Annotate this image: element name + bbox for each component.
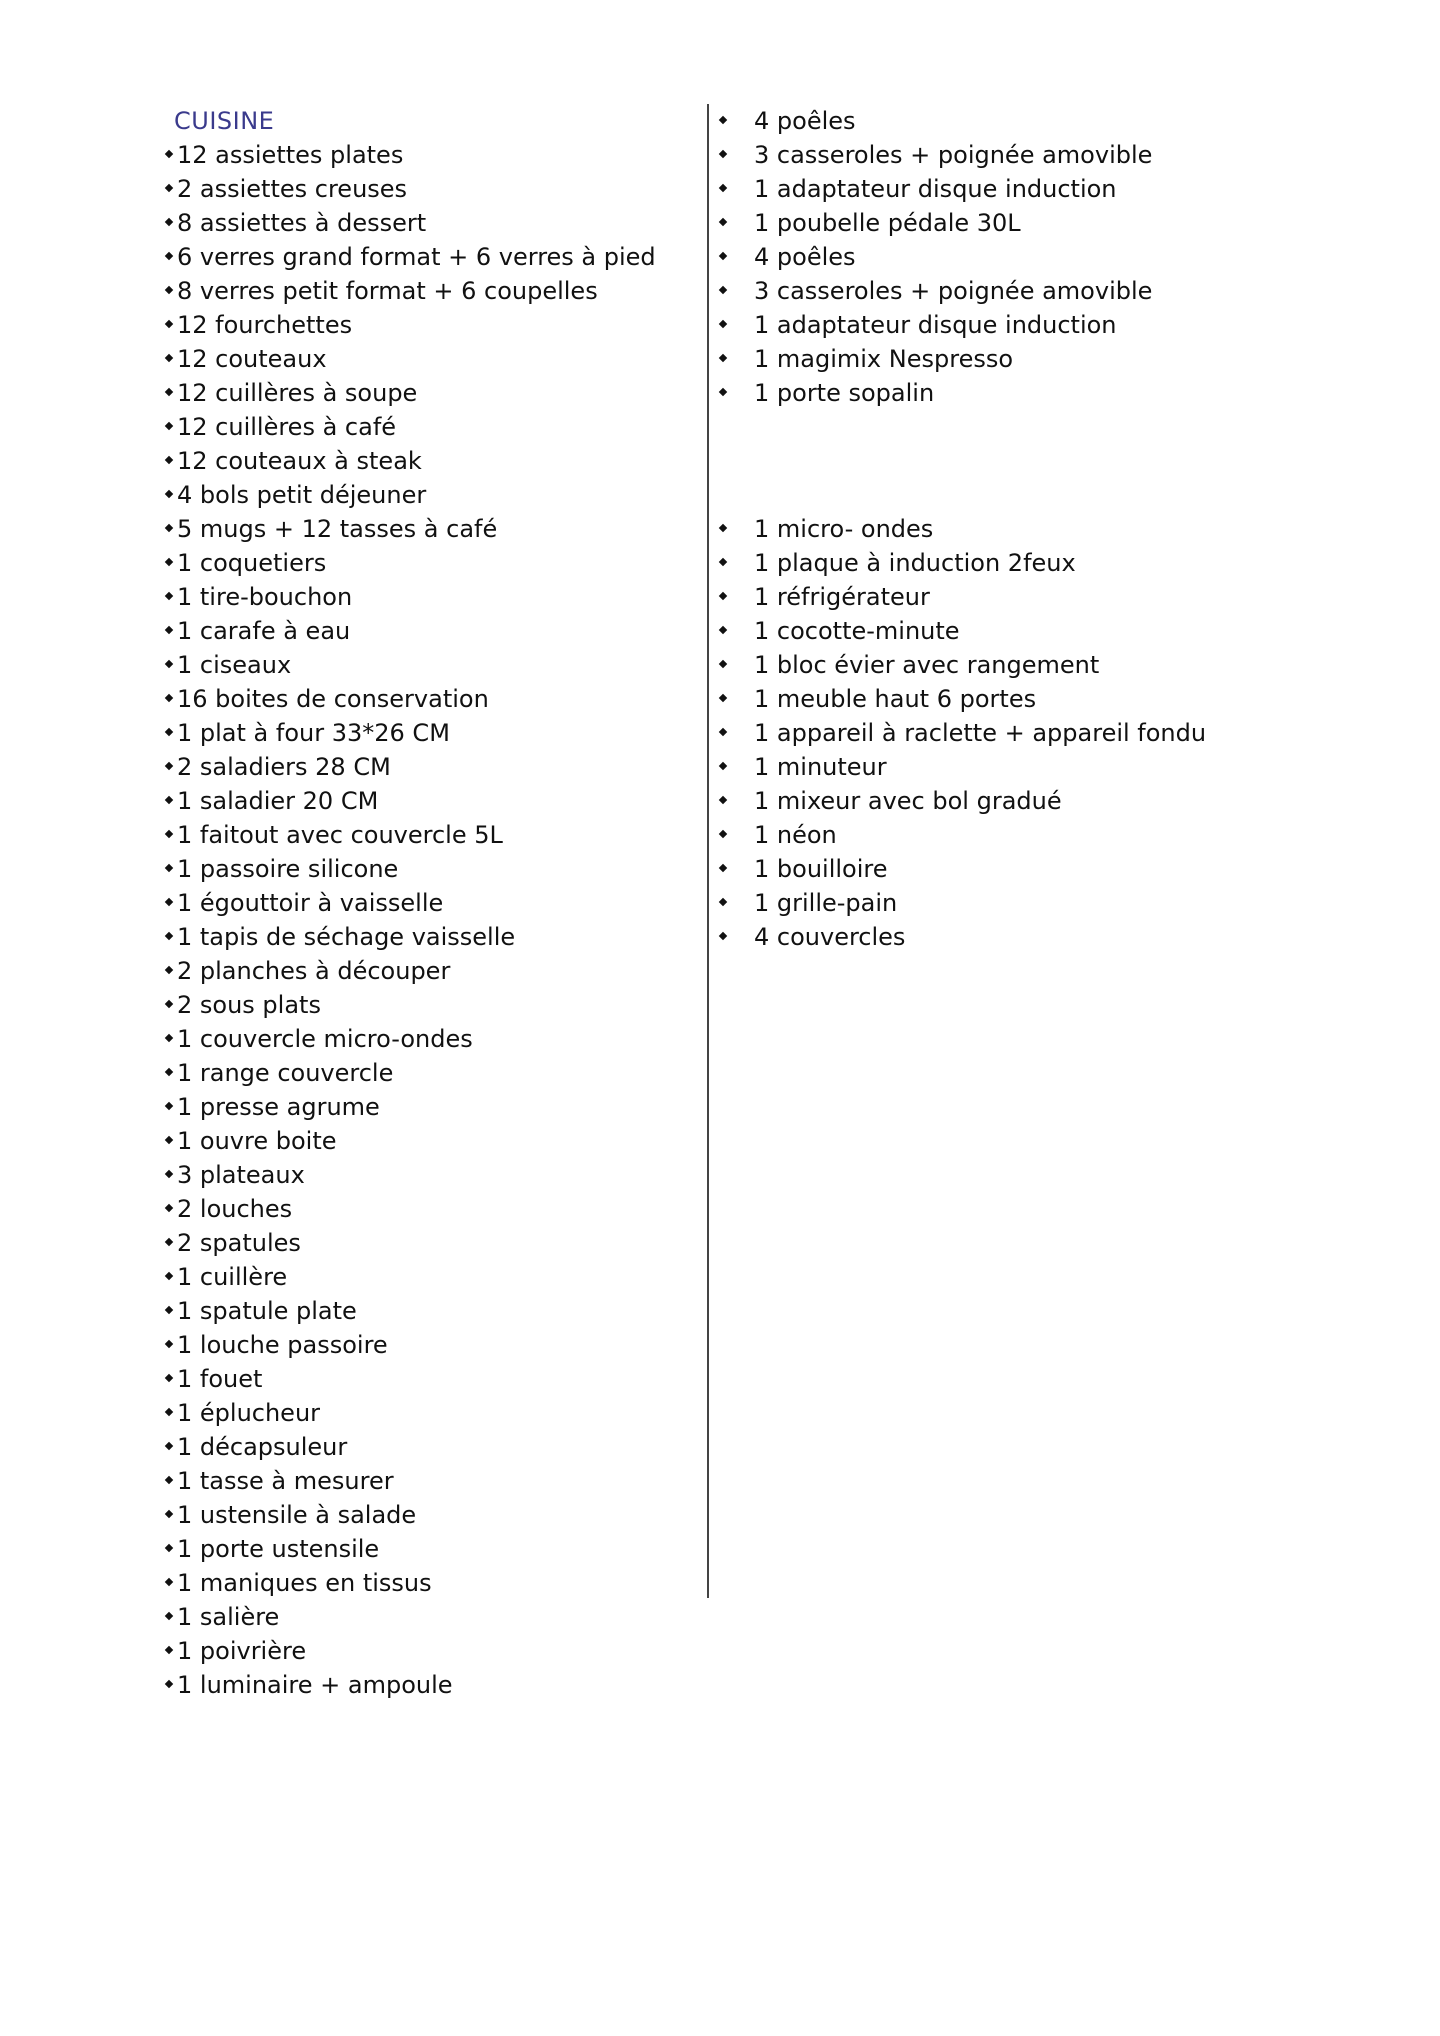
diamond-bullet-icon	[719, 320, 727, 328]
column-divider	[707, 104, 709, 1598]
diamond-bullet-icon	[719, 660, 727, 668]
diamond-bullet-icon	[165, 660, 173, 668]
diamond-bullet-icon	[165, 762, 173, 770]
list-item	[166, 1090, 686, 1124]
list-item	[166, 478, 686, 512]
list-item	[166, 1600, 686, 1634]
list-item	[166, 1532, 686, 1566]
diamond-bullet-icon	[165, 1068, 173, 1076]
list-item-label: 12 cuillères à soupe	[177, 379, 418, 407]
left-item-list	[166, 138, 686, 1702]
list-item	[716, 750, 1406, 784]
list-item	[166, 546, 686, 580]
list-item	[166, 580, 686, 614]
list-item-label: 4 poêles	[754, 107, 856, 135]
list-item-label: 1 ciseaux	[177, 651, 292, 679]
list-item	[166, 1192, 686, 1226]
list-item-label: 1 magimix Nespresso	[754, 345, 1014, 373]
list-item-label: 3 plateaux	[177, 1161, 305, 1189]
diamond-bullet-icon	[165, 354, 173, 362]
list-item	[716, 206, 1406, 240]
list-item	[166, 1464, 686, 1498]
list-item-label: 12 couteaux	[177, 345, 327, 373]
list-item	[166, 410, 686, 444]
list-item	[166, 954, 686, 988]
list-item-label: 1 égouttoir à vaisselle	[177, 889, 444, 917]
list-item-label: 1 décapsuleur	[177, 1433, 348, 1461]
diamond-bullet-icon	[719, 694, 727, 702]
list-item-label: 1 adaptateur disque induction	[754, 175, 1117, 203]
list-item-label: 1 maniques en tissus	[177, 1569, 432, 1597]
list-item	[716, 376, 1406, 410]
list-item-label: 8 assiettes à dessert	[177, 209, 427, 237]
list-item-label: 1 cuillère	[177, 1263, 288, 1291]
list-item-label: 16 boites de conservation	[177, 685, 489, 713]
list-item	[166, 1260, 686, 1294]
list-item-label: 2 saladiers 28 CM	[177, 753, 391, 781]
diamond-bullet-icon	[165, 1204, 173, 1212]
list-item-label: 1 mixeur avec bol gradué	[754, 787, 1062, 815]
diamond-bullet-icon	[165, 1544, 173, 1552]
diamond-bullet-icon	[719, 626, 727, 634]
diamond-bullet-icon	[165, 830, 173, 838]
list-item-label: 1 plat à four 33*26 CM	[177, 719, 450, 747]
list-item	[166, 376, 686, 410]
list-item	[716, 580, 1406, 614]
diamond-bullet-icon	[165, 320, 173, 328]
list-item-label: 1 carafe à eau	[177, 617, 351, 645]
list-item	[716, 274, 1406, 308]
list-item	[716, 240, 1406, 274]
diamond-bullet-icon	[719, 388, 727, 396]
diamond-bullet-icon	[719, 830, 727, 838]
diamond-bullet-icon	[165, 1306, 173, 1314]
list-item-label: 1 ouvre boite	[177, 1127, 337, 1155]
list-item	[166, 1498, 686, 1532]
list-item	[166, 444, 686, 478]
right-item-list-appliances-a	[716, 104, 1406, 410]
diamond-bullet-icon	[719, 796, 727, 804]
diamond-bullet-icon	[719, 864, 727, 872]
list-item	[166, 1294, 686, 1328]
list-item	[166, 1668, 686, 1702]
list-item-label: 1 spatule plate	[177, 1297, 357, 1325]
list-item	[716, 716, 1406, 750]
list-item	[166, 1158, 686, 1192]
list-item-label: 12 assiettes plates	[177, 141, 404, 169]
list-item	[166, 920, 686, 954]
diamond-bullet-icon	[165, 1408, 173, 1416]
list-item-label: 3 casseroles + poignée amovible	[754, 277, 1153, 305]
diamond-bullet-icon	[719, 762, 727, 770]
list-item-label: 8 verres petit format + 6 coupelles	[177, 277, 598, 305]
diamond-bullet-icon	[165, 728, 173, 736]
list-item-label: 1 bloc évier avec rangement	[754, 651, 1100, 679]
list-item-label: 1 porte ustensile	[177, 1535, 380, 1563]
list-item	[716, 886, 1406, 920]
diamond-bullet-icon	[165, 252, 173, 260]
list-item	[166, 716, 686, 750]
diamond-bullet-icon	[719, 728, 727, 736]
list-item-label: 12 cuillères à café	[177, 413, 397, 441]
list-item	[166, 1328, 686, 1362]
list-item-label: 1 réfrigérateur	[754, 583, 930, 611]
list-item	[716, 512, 1406, 546]
list-item	[716, 342, 1406, 376]
list-item-label: 2 louches	[177, 1195, 293, 1223]
list-item-label: 1 éplucheur	[177, 1399, 321, 1427]
list-item-label: 1 ustensile à salade	[177, 1501, 417, 1529]
list-item-label: 1 louche passoire	[177, 1331, 388, 1359]
diamond-bullet-icon	[719, 354, 727, 362]
list-item	[166, 172, 686, 206]
list-item-label: 1 fouet	[177, 1365, 263, 1393]
list-item-label: 1 presse agrume	[177, 1093, 380, 1121]
list-item	[166, 138, 686, 172]
diamond-bullet-icon	[165, 1646, 173, 1654]
diamond-bullet-icon	[719, 592, 727, 600]
list-item-label: 1 tire-bouchon	[177, 583, 353, 611]
list-item	[166, 1566, 686, 1600]
diamond-bullet-icon	[719, 184, 727, 192]
diamond-bullet-icon	[719, 252, 727, 260]
diamond-bullet-icon	[165, 490, 173, 498]
list-item	[166, 512, 686, 546]
list-item	[166, 240, 686, 274]
list-item-label: 4 couvercles	[754, 923, 906, 951]
list-item	[716, 784, 1406, 818]
diamond-bullet-icon	[165, 1680, 173, 1688]
list-item	[166, 1226, 686, 1260]
list-item	[166, 1124, 686, 1158]
diamond-bullet-icon	[165, 218, 173, 226]
diamond-bullet-icon	[719, 932, 727, 940]
list-item-label: 1 coquetiers	[177, 549, 327, 577]
list-item-label: 1 couvercle micro-ondes	[177, 1025, 473, 1053]
list-item	[166, 614, 686, 648]
diamond-bullet-icon	[165, 1476, 173, 1484]
list-item-label: 12 couteaux à steak	[177, 447, 422, 475]
list-item-label: 1 plaque à induction 2feux	[754, 549, 1076, 577]
list-item-label: 1 salière	[177, 1603, 280, 1631]
list-item	[716, 614, 1406, 648]
diamond-bullet-icon	[165, 1340, 173, 1348]
list-item	[166, 852, 686, 886]
list-item	[166, 784, 686, 818]
diamond-bullet-icon	[719, 898, 727, 906]
diamond-bullet-icon	[165, 1612, 173, 1620]
list-item-label: 5 mugs + 12 tasses à café	[177, 515, 498, 543]
list-item	[166, 1056, 686, 1090]
list-item-label: 1 néon	[754, 821, 837, 849]
list-item	[166, 1634, 686, 1668]
list-item-label: 4 bols petit déjeuner	[177, 481, 427, 509]
list-item-label: 1 range couvercle	[177, 1059, 394, 1087]
list-item	[166, 1022, 686, 1056]
list-item	[716, 818, 1406, 852]
list-item	[716, 172, 1406, 206]
diamond-bullet-icon	[165, 1510, 173, 1518]
list-item	[716, 308, 1406, 342]
list-item	[166, 988, 686, 1022]
list-item-label: 1 tapis de séchage vaisselle	[177, 923, 516, 951]
list-item	[716, 852, 1406, 886]
list-item	[166, 886, 686, 920]
list-item-label: 1 grille-pain	[754, 889, 898, 917]
list-item	[716, 546, 1406, 580]
diamond-bullet-icon	[165, 286, 173, 294]
diamond-bullet-icon	[165, 524, 173, 532]
diamond-bullet-icon	[165, 1102, 173, 1110]
diamond-bullet-icon	[719, 218, 727, 226]
diamond-bullet-icon	[165, 626, 173, 634]
list-item	[166, 818, 686, 852]
list-item-label: 1 tasse à mesurer	[177, 1467, 394, 1495]
list-item-label: 1 poivrière	[177, 1637, 307, 1665]
diamond-bullet-icon	[165, 456, 173, 464]
list-item-label: 2 spatules	[177, 1229, 301, 1257]
list-item	[716, 138, 1406, 172]
list-item-label: 1 adaptateur disque induction	[754, 311, 1117, 339]
list-item-label: 2 assiettes creuses	[177, 175, 408, 203]
list-item-label: 1 micro- ondes	[754, 515, 934, 543]
diamond-bullet-icon	[165, 1034, 173, 1042]
diamond-bullet-icon	[165, 898, 173, 906]
diamond-bullet-icon	[165, 150, 173, 158]
list-item-label: 1 faitout avec couvercle 5L	[177, 821, 503, 849]
list-item-label: 1 meuble haut 6 portes	[754, 685, 1037, 713]
diamond-bullet-icon	[719, 558, 727, 566]
list-item-label: 1 luminaire + ampoule	[177, 1671, 453, 1699]
list-item-label: 1 saladier 20 CM	[177, 787, 379, 815]
list-item-label: 6 verres grand format + 6 verres à pied	[177, 243, 656, 271]
diamond-bullet-icon	[165, 796, 173, 804]
list-item	[166, 342, 686, 376]
diamond-bullet-icon	[165, 1238, 173, 1246]
diamond-bullet-icon	[165, 422, 173, 430]
diamond-bullet-icon	[165, 1374, 173, 1382]
list-item-label: 1 appareil à raclette + appareil fondu	[754, 719, 1207, 747]
list-item	[166, 648, 686, 682]
list-item-label: 1 minuteur	[754, 753, 887, 781]
diamond-bullet-icon	[165, 1272, 173, 1280]
diamond-bullet-icon	[165, 558, 173, 566]
list-item-label: 2 planches à découper	[177, 957, 451, 985]
list-item-label: 1 bouilloire	[754, 855, 888, 883]
list-item	[166, 308, 686, 342]
list-item	[166, 1430, 686, 1464]
diamond-bullet-icon	[165, 388, 173, 396]
diamond-bullet-icon	[165, 1170, 173, 1178]
diamond-bullet-icon	[165, 864, 173, 872]
diamond-bullet-icon	[165, 1136, 173, 1144]
diamond-bullet-icon	[165, 966, 173, 974]
list-item-label: 1 passoire silicone	[177, 855, 399, 883]
section-heading: CUISINE	[174, 107, 275, 135]
list-item	[166, 1396, 686, 1430]
diamond-bullet-icon	[165, 592, 173, 600]
list-item	[166, 1362, 686, 1396]
diamond-bullet-icon	[165, 1442, 173, 1450]
right-item-list-appliances-b	[716, 512, 1406, 954]
list-item-label: 2 sous plats	[177, 991, 321, 1019]
list-item-label: 1 cocotte-minute	[754, 617, 960, 645]
diamond-bullet-icon	[165, 1000, 173, 1008]
list-item	[716, 104, 1406, 138]
diamond-bullet-icon	[719, 150, 727, 158]
list-item	[716, 682, 1406, 716]
list-item	[166, 682, 686, 716]
diamond-bullet-icon	[165, 694, 173, 702]
list-item-label: 1 porte sopalin	[754, 379, 935, 407]
list-item-label: 1 poubelle pédale 30L	[754, 209, 1021, 237]
diamond-bullet-icon	[165, 1578, 173, 1586]
diamond-bullet-icon	[719, 524, 727, 532]
diamond-bullet-icon	[719, 286, 727, 294]
list-item-label: 12 fourchettes	[177, 311, 353, 339]
list-item	[716, 648, 1406, 682]
list-item	[166, 274, 686, 308]
diamond-bullet-icon	[165, 932, 173, 940]
list-item	[716, 920, 1406, 954]
list-item-label: 4 poêles	[754, 243, 856, 271]
list-item	[166, 206, 686, 240]
list-item-label: 3 casseroles + poignée amovible	[754, 141, 1153, 169]
diamond-bullet-icon	[165, 184, 173, 192]
list-item	[166, 750, 686, 784]
diamond-bullet-icon	[719, 116, 727, 124]
